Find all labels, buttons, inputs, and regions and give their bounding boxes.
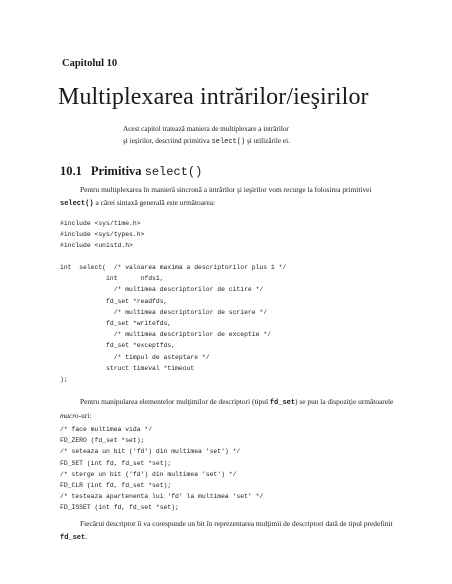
abstract-line2-end: şi utilizările ei.	[245, 137, 290, 145]
paragraph-intro-text: Pentru multiplexarea în manieră sincronă a intrărilor şi ieşirilor vom recurge la folosirea primitivei	[80, 185, 372, 194]
paragraph-fdset-text: Fiecărui descriptor îi va corespunde un bit în reprezentarea mulţimii de descriptori dată de tipul predefinit	[80, 519, 393, 528]
code-line: FD_ISSET (int fd, fd_set *set);	[60, 504, 179, 512]
paragraph-macros-mid: ) se pun la dispoziţie următoarele	[295, 397, 394, 406]
abstract-line2-text: şi ieşirilor, descriind primitiva	[123, 137, 212, 145]
code-line: FD_CLR (int fd, fd_set *set);	[60, 482, 172, 490]
code-line: );	[60, 376, 68, 384]
code-line: /* testeaza apartenenta lui 'fd' la multimea 'set' */	[60, 493, 264, 501]
code-line: #include <sys/types.h>	[60, 231, 145, 239]
code-line: fd_set *readfds,	[60, 297, 168, 305]
code-line: int select( /* valoarea maxima a descriptorilor plus 1 */	[60, 264, 287, 271]
code-line: /* seteaza un bit ('fd') din multimea 'set') */	[60, 448, 241, 456]
code-line: #include <unistd.h>	[60, 242, 133, 250]
chapter-label: Capitolul 10	[62, 58, 118, 69]
paragraph-fdset-end: .	[85, 531, 88, 541]
code-line: int nfds1,	[60, 275, 164, 283]
paragraph-intro-end: a cărei sintaxă generală este următoarea:	[93, 197, 216, 207]
code-line: /* multimea descriptorilor de exceptie */	[60, 331, 271, 339]
section-heading	[60, 164, 202, 179]
code-select-signature	[60, 262, 286, 385]
paragraph-macros	[60, 396, 400, 422]
paragraph-fdset-code: fd_set	[60, 533, 86, 542]
code-includes	[60, 218, 144, 252]
paragraph-macros-code: fd_set	[269, 399, 296, 407]
code-line: FD_SET (int fd, fd_set *set);	[60, 459, 172, 467]
paragraph-intro	[60, 184, 400, 210]
code-line: /* multimea descriptorilor de citire */	[60, 286, 264, 294]
paragraph-fdset	[60, 518, 400, 544]
chapter-abstract	[123, 123, 383, 148]
section-title-text: Primitiva	[90, 164, 145, 178]
paragraph-macros-text: Pentru manipularea elementelor mulţimilor de descriptori (tipul	[80, 397, 270, 406]
abstract-line1: Acest capitol tratează maniera de multiplexare a intrărilor	[123, 125, 289, 133]
code-line: /* sterge un bit ('fd') din multimea 'set') */	[60, 470, 237, 478]
section-title-code: select()	[144, 165, 203, 179]
code-line: struct timeval *timeout	[60, 364, 195, 372]
code-line: fd_set *writefds,	[60, 320, 172, 328]
chapter-title: Multiplexarea intrărilor/ieşirilor	[58, 84, 369, 110]
code-line: fd_set *exceptfds,	[60, 342, 176, 350]
code-line: FD_ZERO (fd_set *set);	[60, 437, 145, 445]
paragraph-intro-code: select()	[60, 199, 94, 208]
code-line: #include <sys/time.h>	[60, 220, 141, 227]
abstract-code: select()	[211, 138, 246, 146]
code-macros	[60, 424, 263, 514]
paragraph-macros-end: -uri:	[78, 410, 92, 420]
paragraph-macros-emph: macro	[60, 410, 79, 420]
code-line: /* multimea descriptorilor de scriere */	[60, 308, 268, 316]
code-line: /* face multimea vida */	[60, 426, 153, 433]
section-number: 10.1	[60, 164, 82, 178]
code-line: /* timpul de asteptare */	[60, 353, 210, 361]
